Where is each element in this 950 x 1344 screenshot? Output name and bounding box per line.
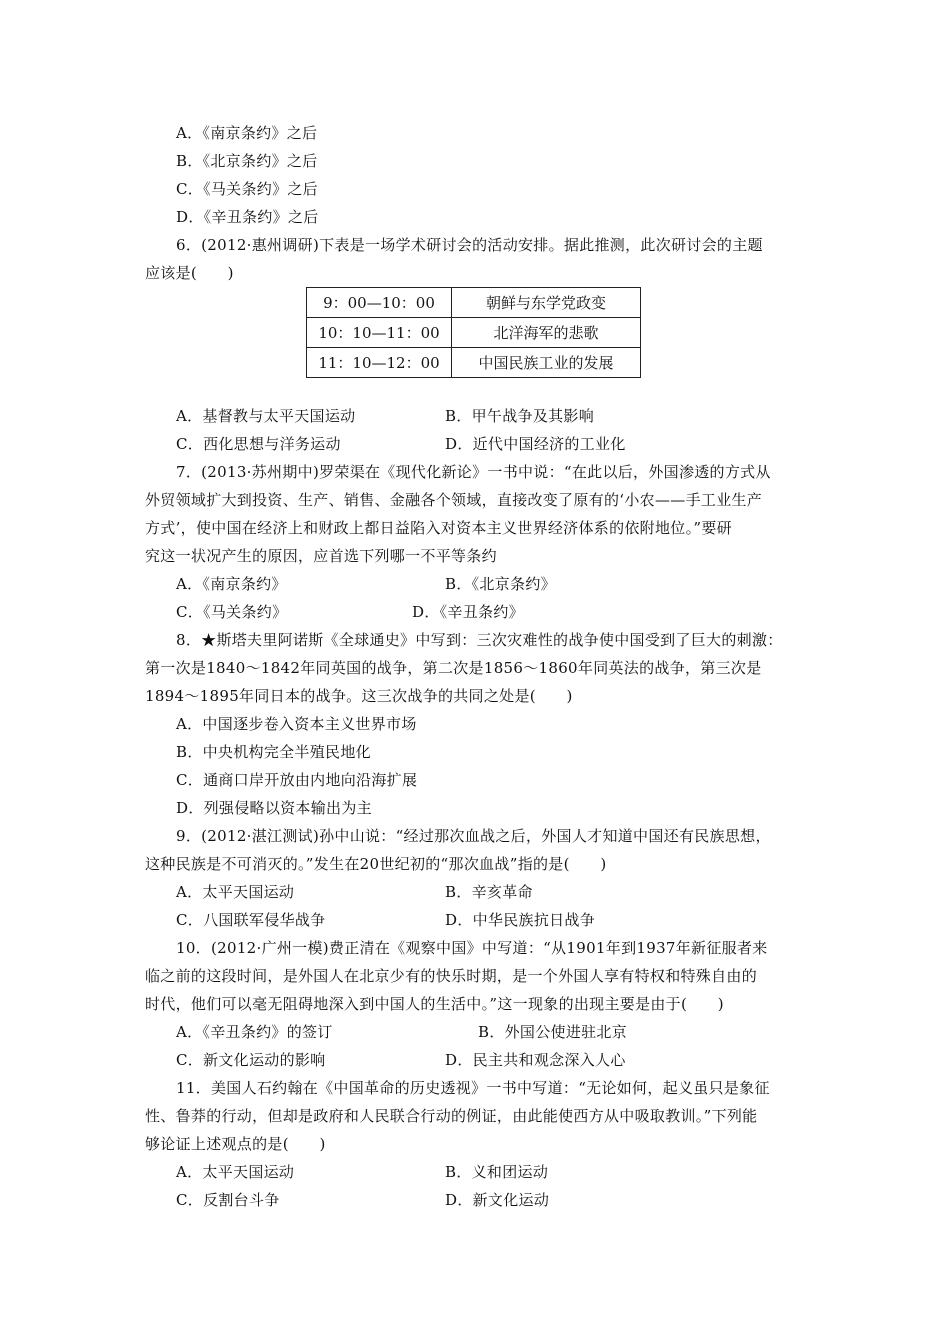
q5-option-a: A．《南京条约》之后: [176, 124, 318, 142]
q9-option-d: D．中华民族抗日战争: [445, 911, 596, 929]
table-row: [307, 348, 641, 378]
q11-stem-line3: 够论证上述观点的是( ): [145, 1135, 326, 1153]
q11-option-c: C．反割台斗争: [176, 1191, 280, 1209]
q10-stem-line1: 10．(2012·广州一模)费正清在《观察中国》中写道：“从1901年到1937年新征服者来: [176, 939, 768, 957]
q7-option-a: A．《南京条约》: [176, 575, 287, 593]
q7-stem-line2: 外贸领域扩大到投资、生产、销售、金融各个领域，直接改变了原有的‘小农——手工业生产: [145, 491, 763, 509]
q6-option-a: A．基督教与太平天国运动: [176, 407, 356, 425]
schedule-time: 11：10—12：00: [307, 348, 452, 378]
q11-stem-line1: 11．美国人石约翰在《中国革命的历史透视》一书中写道：“无论如何，起义虽只是象征: [176, 1079, 770, 1097]
q11-option-d: D．新文化运动: [445, 1191, 550, 1209]
schedule-table: [306, 287, 641, 378]
table-row: [307, 318, 641, 348]
q7-stem-line4: 究这一状况产生的原因，应首选下列哪一不平等条约: [145, 547, 497, 565]
q6-option-b: B．甲午战争及其影响: [445, 407, 595, 425]
schedule-time: 10：10—11：00: [307, 318, 452, 348]
q9-option-a: A．太平天国运动: [176, 883, 295, 901]
schedule-event: 北洋海军的悲歌: [452, 318, 641, 348]
q11-option-a: A．太平天国运动: [176, 1163, 295, 1181]
q7-option-d: D．《辛丑条约》: [412, 603, 524, 621]
q9-option-b: B．辛亥革命: [445, 883, 533, 901]
q5-option-d: D．《辛丑条约》之后: [176, 208, 319, 226]
q11-stem-line2: 性、鲁莽的行动，但却是政府和人民联合行动的例证，由此能使西方从中吸取教训。”下列能: [145, 1107, 758, 1125]
q7-option-c: C．《马关条约》: [176, 603, 288, 621]
q8-option-d: D．列强侵略以资本输出为主: [176, 799, 372, 817]
q6-option-c: C．西化思想与洋务运动: [176, 435, 341, 453]
q10-option-b: B．外国公使进驻北京: [478, 1023, 628, 1041]
schedule-event: 朝鲜与东学党政变: [452, 288, 641, 318]
q10-stem-line3: 时代，他们可以毫无阻碍地深入到中国人的生活中。”这一现象的出现主要是由于( ): [145, 995, 724, 1013]
q5-option-b: B．《北京条约》之后: [176, 152, 318, 170]
table-row: [307, 288, 641, 318]
q9-option-c: C．八国联军侵华战争: [176, 911, 326, 929]
q6-stem-line1: 6．(2012·惠州调研)下表是一场学术研讨会的活动安排。据此推测，此次研讨会的主题: [176, 236, 763, 254]
q5-option-c: C．《马关条约》之后: [176, 180, 318, 198]
q11-option-b: B．义和团运动: [445, 1163, 549, 1181]
q8-option-c: C．通商口岸开放由内地向沿海扩展: [176, 771, 418, 789]
q9-stem-line2: 这种民族是不可消灭的。”发生在20世纪初的“那次血战”指的是( ): [145, 855, 607, 873]
q7-stem-line1: 7．(2013·苏州期中)罗荣渠在《现代化新论》一书中说：“在此以后，外国渗透的方式从: [176, 463, 771, 481]
q6-option-d: D．近代中国经济的工业化: [445, 435, 626, 453]
q8-stem-line2: 第一次是1840～1842年同英国的战争，第二次是1856～1860年同英法的战争，第三次是: [145, 659, 762, 677]
q7-option-b: B．《北京条约》: [445, 575, 556, 593]
q9-stem-line1: 9．(2012·湛江测试)孙中山说：“经过那次血战之后，外国人才知道中国还有民族思想，: [176, 827, 771, 845]
q8-stem-line3: 1894～1895年同日本的战争。这三次战争的共同之处是( ): [145, 687, 573, 705]
q6-stem-line2: 应该是( ): [145, 264, 234, 282]
schedule-time: 9：00—10：00: [307, 288, 452, 318]
q10-option-d: D．民主共和观念深入人心: [445, 1051, 626, 1069]
q10-option-a: A．《辛丑条约》的签订: [176, 1023, 333, 1041]
q8-option-a: A．中国逐步卷入资本主义世界市场: [176, 715, 417, 733]
q10-option-c: C．新文化运动的影响: [176, 1051, 326, 1069]
q7-stem-line3: 方式’，使中国在经济上和财政上都日益陷入对资本主义世界经济体系的依附地位。”要研: [145, 519, 732, 537]
q8-option-b: B．中央机构完全半殖民地化: [176, 743, 371, 761]
q8-stem-line1: 8．★斯塔夫里阿诺斯《全球通史》中写到：三次灾难性的战争使中国受到了巨大的刺激：: [176, 631, 783, 649]
q10-stem-line2: 临之前的这段时间，是外国人在北京少有的快乐时期，是一个外国人享有特权和特殊自由的: [145, 967, 758, 985]
schedule-event: 中国民族工业的发展: [452, 348, 641, 378]
